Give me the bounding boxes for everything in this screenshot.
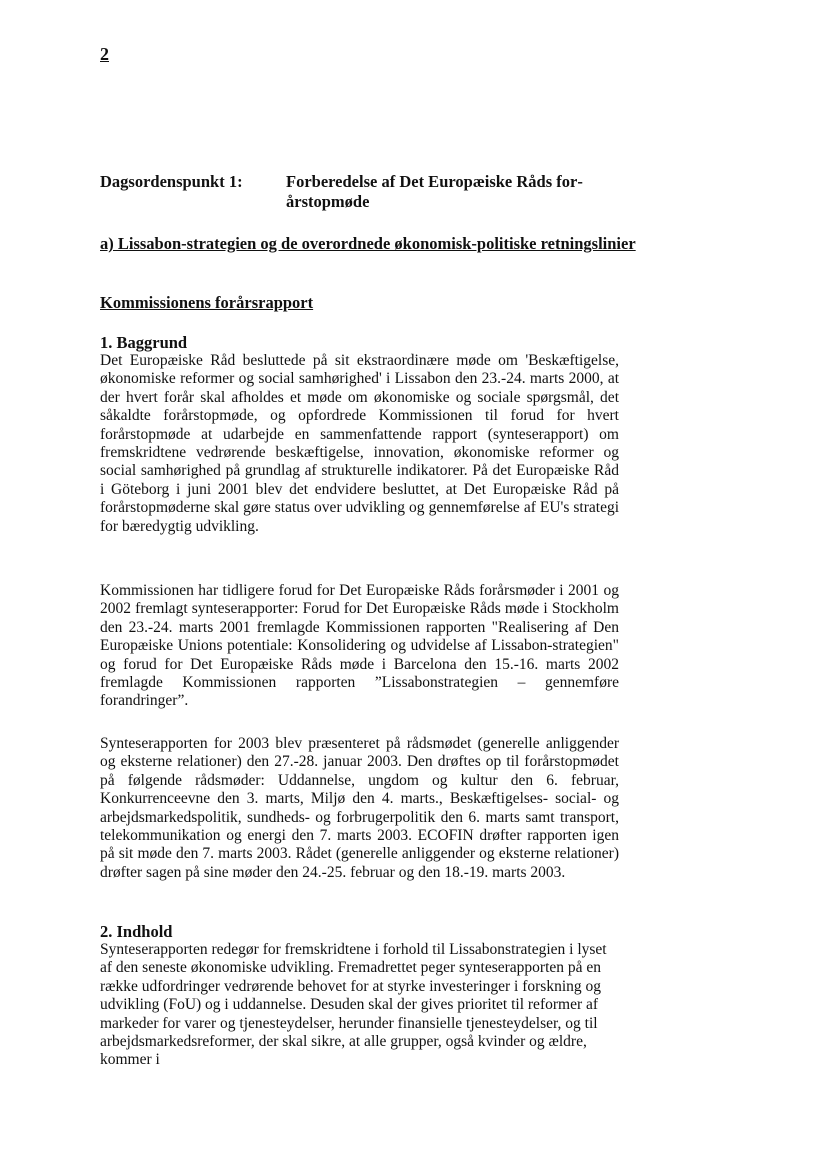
- paragraph-background-2: Kommissionen har tidligere forud for Det Europæiske Råds forårsmøder i 2001 og 2002 fremlagt synteserapporter: Forud for Det Europæiske Råds møde i Stockholm den 23.-24. marts 2001 fremlagde Kommissionen rapporten "Realisering af Den Europæiske Unions potentiale: Konsolidering og udvidelse af Lissabon-strategien" og forud for Det Europæiske Råds møde i Barcelona den 15.-16. marts 2002 fremlagde Kommissionen rapporten ”Lissabonstrategien – gennemføre forandringer”.: [100, 582, 619, 710]
- subheading-lisbon-strategy: a) Lissabon-strategien og de overordnede økonomisk-politiske retningslinier: [100, 234, 636, 253]
- agenda-label: Dagsordenspunkt 1:: [100, 172, 243, 191]
- paragraph-content-1: Synteserapporten redegør for fremskridtene i forhold til Lissabonstrategien i lyset af den seneste økonomiske udvikling. Fremadrettet peger synteserapporten på en række udfordringer vedrørende behovet for at styrke investeringer i forskning og udvikling (FoU) og i uddannelse. Desuden skal der gives prioritet til reformer af markeder for varer og tjenesteydelser, herunder finansielle tjenesteydelser, og til arbejdsmarkedsreformer, der skal sikre, at alle grupper, også kvinder og ældre, kommer i: [100, 941, 607, 1069]
- subheading-commission-report: Kommissionens forårsrapport: [100, 293, 314, 312]
- section-title-content: 2. Indhold: [100, 922, 173, 941]
- agenda-title: Forberedelse af Det Europæiske Råds forårstopmøde: [286, 172, 583, 211]
- paragraph-background-3: Synteserapporten for 2003 blev præsenteret på rådsmødet (generelle anliggender og eksterne relationer) den 27.-28. januar 2003. Den drøftes op til forårstopmødet på følgende rådsmøder: Uddannelse, ungdom og kultur den 6. februar, Konkurrenceevne den 3. marts, Miljø den 4. marts., Beskæftigelses- social- og arbejdsmarkedspolitik, sundheds- og forbrugerpolitik den 6. marts samt transport, telekommunikation og energi den 7. marts 2003. ECOFIN drøfter rapporten igen på sit møde den 7. marts 2003. Rådet (generelle anliggender og eksterne relationer) drøfter sagen på sine møder den 24.-25. februar og den 18.-19. marts 2003.: [100, 735, 619, 881]
- paragraph-background-1: Det Europæiske Råd besluttede på sit ekstraordinære møde om 'Beskæftigelse, økonomiske reformer og social samhørighed' i Lissabon den 23.-24. marts 2000, at der hvert forår skal afholdes et møde om økonomiske og sociale spørgsmål, det såkaldte forårstopmøde, og opfordrede Kommissionen til forud for hvert forårstopmøde at udarbejde en sammenfattende rapport (synteserapport) om fremskridtene vedrørende beskæftigelse, innovation, økonomiske reformer og social samhørighed på grundlag af strukturelle indikatorer. På det Europæiske Råd i Göteborg i juni 2001 blev det endvidere besluttet, at Det Europæiske Råd på forårstopmøderne skal gøre status over udvikling og gennemførelse af EU's strategi for bæredygtig udvikling.: [100, 352, 619, 535]
- section-title-background: 1. Baggrund: [100, 333, 188, 352]
- page-number: 2: [100, 44, 109, 64]
